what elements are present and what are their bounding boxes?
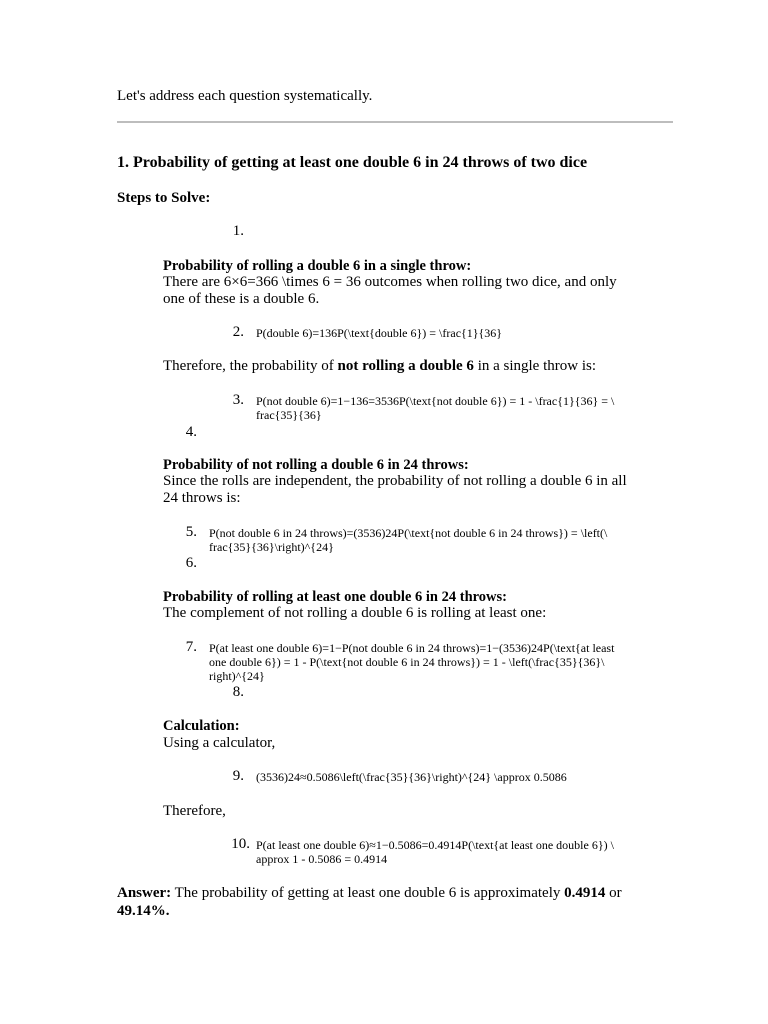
answer-label: Answer: — [117, 885, 172, 901]
answer-percent: 49.14% — [117, 903, 166, 919]
steps-label: Steps to Solve: — [117, 190, 211, 206]
therefore-text-2: Therefore, — [163, 803, 226, 819]
list-number-8: 8. — [232, 684, 244, 700]
step-1-title: Probability of rolling a double 6 in a single throw: — [163, 258, 472, 274]
formula-7-line3: right)^{24} — [209, 669, 265, 683]
section-heading: 1. Probability of getting at least one double 6 in 24 throws of two dice — [117, 154, 588, 171]
horizontal-divider — [117, 121, 673, 123]
formula-5-line2: frac{35}{36}\right)^{24} — [209, 540, 334, 554]
step-6-text: The complement of not rolling a double 6 is rolling at least one: — [163, 605, 547, 621]
formula-9: (3536)24≈0.5086\left(\frac{35}{36}\right)^{24} \approx 0.5086 — [256, 770, 567, 784]
step-4-text-line1: Since the rolls are independent, the probability of not rolling a double 6 in all — [163, 473, 627, 489]
formula-5-line1: P(not double 6 in 24 throws)=(3536)24P(\text{not double 6 in 24 throws}) = \left(\ — [209, 526, 608, 540]
formula-3-line2: frac{35}{36} — [256, 408, 322, 422]
therefore-text-1: Therefore, the probability of not rolling a double 6 in a single throw is: — [163, 358, 597, 374]
list-number-6: 6. — [185, 555, 197, 571]
step-4-text-line2: 24 throws is: — [163, 490, 241, 506]
list-number-1: 1. — [232, 223, 244, 239]
answer-value: 0.4914 — [564, 885, 606, 901]
answer-paragraph: Answer: The probability of getting at least one double 6 is approximately 0.4914 or 49.14%. — [117, 885, 622, 919]
list-number-10: 10. — [231, 836, 250, 852]
formula-10-line1: P(at least one double 6)≈1−0.5086=0.4914P(\text{at least one double 6}) \ — [256, 838, 614, 852]
intro-text: Let's address each question systematically. — [117, 88, 373, 104]
formula-3-line1: P(not double 6)=1−136=3536P(\text{not double 6}) = 1 - \frac{1}{36} = \ — [256, 394, 615, 408]
formula-7-line1: P(at least one double 6)=1−P(not double 6 in 24 throws)=1−(3536)24P(\text{at least — [209, 641, 615, 655]
step-4-title: Probability of not rolling a double 6 in 24 throws: — [163, 457, 469, 473]
list-number-3: 3. — [232, 392, 244, 408]
list-number-7: 7. — [185, 639, 197, 655]
step-1-text-line2: one of these is a double 6. — [163, 291, 320, 307]
formula-10-line2: approx 1 - 0.5086 = 0.4914 — [256, 852, 388, 866]
list-number-5: 5. — [185, 524, 197, 540]
step-1-text-line1: There are 6×6=366 \times 6 = 36 outcomes when rolling two dice, and only — [163, 274, 617, 290]
step-8-title: Calculation: — [163, 718, 240, 734]
formula-7-line2: one double 6}) = 1 - P(\text{not double 6 in 24 throws}) = 1 - \left(\frac{35}{36}\ — [209, 655, 605, 669]
list-number-2: 2. — [232, 324, 244, 340]
formula-2: P(double 6)=136P(\text{double 6}) = \frac{1}{36} — [256, 326, 503, 340]
step-8-text: Using a calculator, — [163, 735, 276, 751]
list-number-9: 9. — [232, 768, 244, 784]
list-number-4: 4. — [185, 424, 197, 440]
step-6-title: Probability of rolling at least one double 6 in 24 throws: — [163, 589, 507, 605]
